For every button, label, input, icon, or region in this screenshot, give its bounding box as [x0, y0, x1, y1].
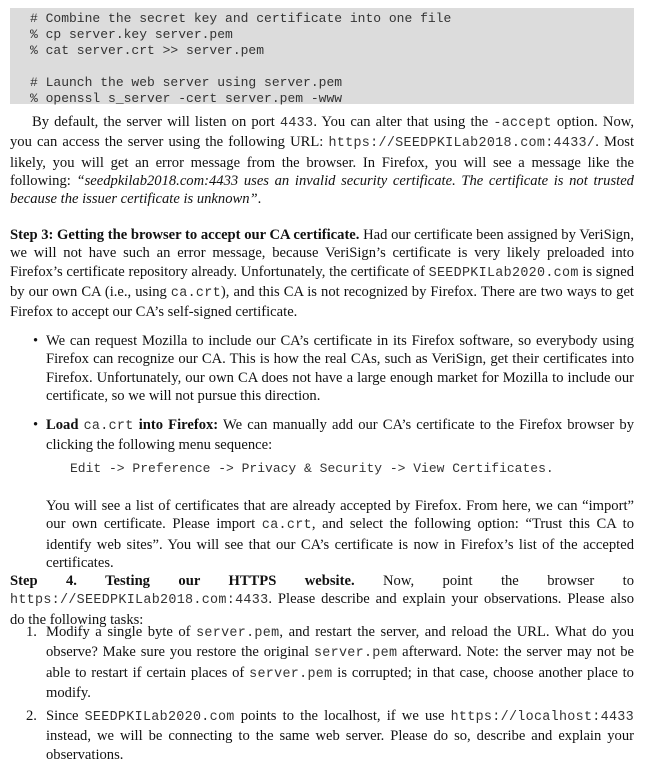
task-number: 1. [26, 624, 37, 640]
pem-file: server.pem [196, 626, 280, 641]
pem-file: server.pem [313, 646, 398, 662]
domain-name: SEEDPKILab2020.com [428, 265, 579, 281]
https-url: https://SEEDPKILab2018.com:4433 [10, 593, 269, 609]
step4-heading: Step 4. Testing our HTTPS website. [10, 573, 355, 589]
task-number: 2. [26, 708, 37, 724]
server-url: https://SEEDPKILab2018.com:4433/ [328, 136, 596, 152]
localhost-url: https://localhost:4433 [450, 710, 634, 725]
paragraph-step3: Step 3: Getting the browser to accept our CA certificate. Had our certificate been assigned by VeriSign, we will not have such an error message, because VeriSign’s certificate is very likely preloaded into Firefox’s certificate repository already. Unfortunately, the certificate of SEEDPKILab2020.com is signed by our own CA (i.e., using ca.crt), and this CA is not recognized by Firefox. There are two ways to get Firefox to accept our CA’s self-signed certificate. [10, 227, 634, 321]
task-item: 2. Since SEEDPKILab2020.com points to the localhost, if we use https://localhost:4433 instead, we will be connecting to the same web server. Please do so, describe and explain your observations. [26, 708, 634, 763]
code-line: % cp server.key server.pem [30, 27, 233, 42]
code-line: # Launch the web server using server.pem [30, 75, 343, 90]
step3-heading: Step 3: Getting the browser to accept our CA certificate. [10, 227, 360, 243]
firefox-error-quote: “seedpkilab2018.com:4433 uses an invalid security certificate. The certificate is not trusted because the issuer certificate is unknown” [10, 172, 634, 208]
code-line: # Combine the secret key and certificate into one file [30, 11, 452, 26]
bullet-item: • Load ca.crt into Firefox: We can manually add our CA’s certificate to the Firefox browser by clicking the following menu sequence: [46, 416, 634, 455]
accept-option: -accept [493, 116, 552, 131]
paragraph-step4: Step 4. Testing our HTTPS website. Now, point the browser to https://SEEDPKILab2018.com:4433. Please describe and explain your observations. Please also do the following tasks: [10, 573, 634, 628]
pem-file: server.pem [249, 666, 333, 682]
ca-file: ca.crt [261, 518, 312, 534]
domain-name: SEEDPKILab2020.com [84, 710, 235, 725]
ca-file: ca.crt [170, 285, 221, 301]
port-number: 4433 [279, 116, 314, 131]
task-item: 1. Modify a single byte of server.pem, and restart the server, and reload the URL. What do you observe? Make sure you restore the original server.pem afterward. Note: the server may not be able to restart if certain places of server.pem is corrupted; in that case, choose another place to modify. [26, 624, 635, 701]
bullet-item: • We can request Mozilla to include our CA’s certificate in its Firefox software, so everybody using Firefox can recognize our CA. This is how the real CAs, such as VeriSign, get their certificates into Firefox. Unfortunately, our own CA does not have a large enough market for Mozilla to include our certificate, so we will not pursue this direction. [46, 332, 634, 405]
code-block [10, 8, 634, 104]
menu-sequence: Edit -> Preference -> Privacy & Security -> View Certificates. [70, 461, 554, 476]
ca-file: ca.crt [83, 419, 134, 434]
code-line: % cat server.crt >> server.pem [30, 43, 265, 58]
paragraph-default-port: By default, the server will listen on port 4433. You can alter that using the -accept option. Now, you can access the server using the following URL: https://SEEDPKILab2018.com:4433/. Most likely, you will get an error message from the browser. In Firefox, you will see a message like the following: “seedpkilab2018.com:4433 uses an invalid security certificate. The certificate is not trusted because the issuer certificate is unknown”. [10, 114, 634, 208]
code-line: % openssl s_server -cert server.pem -www [30, 91, 343, 106]
paragraph-import-cert: You will see a list of certificates that are already accepted by Firefox. From here, we can “import” our own certificate. Please import ca.crt, and select the following option: “Trust this CA to identify web sites”. You will see that our CA’s certificate is now in Firefox’s list of the accepted certificates. [46, 498, 634, 571]
